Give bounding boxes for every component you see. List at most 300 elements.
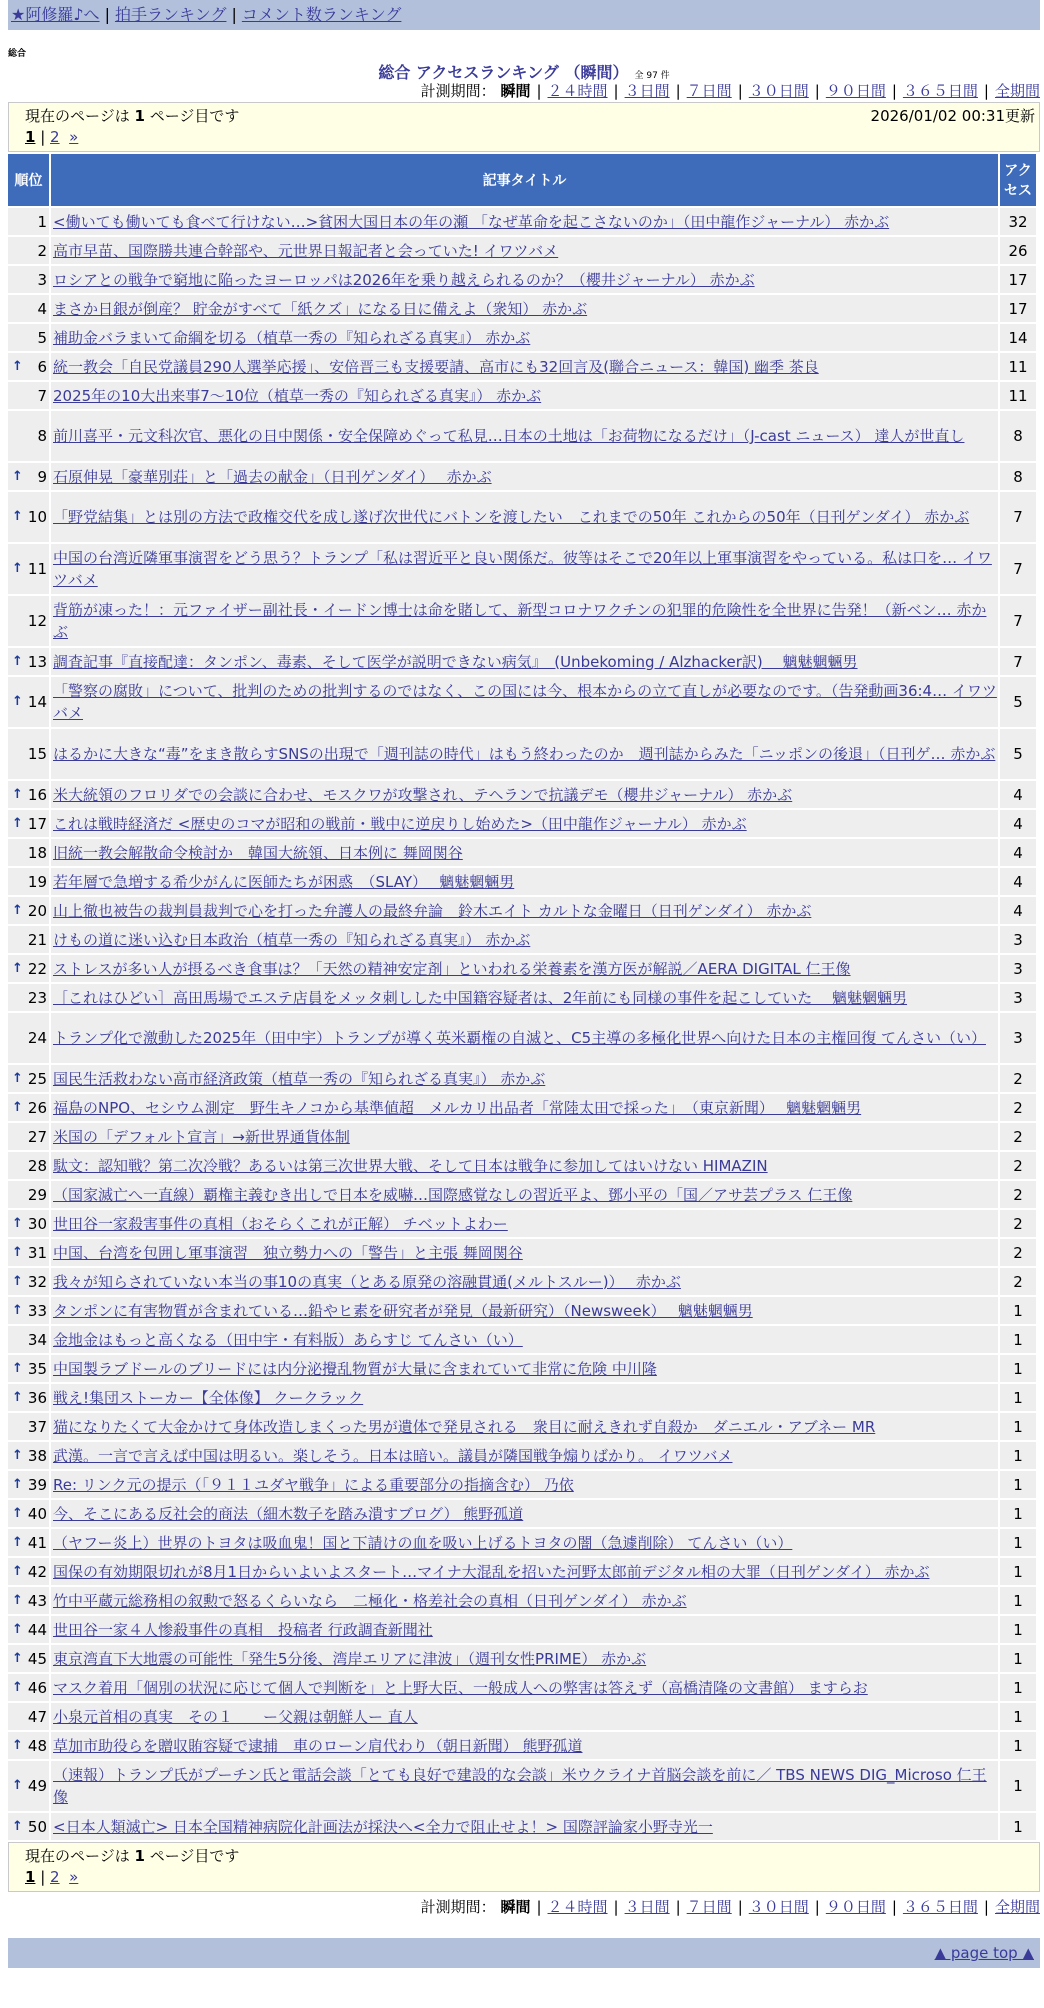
rank-cell [8, 237, 49, 264]
title-cell [51, 1616, 998, 1643]
access-count: 2 [1000, 1239, 1036, 1266]
article-title-link[interactable]: 中国製ラブドールのブリードには内分泌攪乱物質が大量に含まれていて非常に危険 中川隆 [53, 1359, 657, 1378]
rank-cell [8, 1297, 49, 1324]
arrow-up-icon: ↑ [12, 1737, 23, 1753]
nav-separator: | [231, 5, 237, 24]
period-link-all[interactable]: 全期間 [994, 82, 1040, 100]
rank-number: 32 [27, 1272, 47, 1291]
table-row [8, 1326, 1036, 1353]
rank-number: 10 [27, 508, 47, 526]
period-link-3d[interactable]: ３日間 [624, 1898, 670, 1916]
table-row [8, 382, 1036, 409]
title-cell [51, 1587, 998, 1614]
rank-number: 15 [27, 745, 47, 763]
article-title-link[interactable]: 金地金はもっと高くなる（田中宇・有料版）あらすじ てんさい（い） [53, 1330, 523, 1349]
updated-timestamp: 2026/01/02 00:31更新 [870, 107, 1035, 125]
article-title-link[interactable]: 石原伸晃「豪華別荘」と「過去の献金」（日刊ゲンダイ） 赤かぶ [53, 467, 492, 486]
rank-number: 22 [27, 959, 47, 978]
access-count: 1 [1000, 1558, 1036, 1585]
access-count: 1 [1000, 1500, 1036, 1527]
table-header-row [8, 154, 1036, 206]
article-title-link[interactable]: 米国の「デフォルト宣言」→新世界通貨体制 [53, 1127, 350, 1146]
title-cell [51, 1297, 998, 1324]
table-row [8, 1761, 1036, 1811]
table-row [8, 1239, 1036, 1266]
period-link-24h[interactable]: ２４時間 [547, 1898, 608, 1916]
table-row [8, 1616, 1036, 1643]
article-title-link[interactable]: Re: リンク元の提示（「９１１ユダヤ戦争」による重要部分の指摘含む） 乃依 [53, 1475, 574, 1494]
period-selector-top: 計測期間： 瞬間 | ２４時間 | ３日間 | ７日間 | ３０日間 | ９０日間 | ３６５日間 | 全期間 [420, 82, 1040, 100]
table-row [8, 295, 1036, 322]
title-cell [51, 1268, 998, 1295]
article-title-link[interactable]: 国保の有効期限切れが8月1日からいよいよスタート…マイナ大混乱を招いた河野太郎前デジタル相の大罪（日刊ゲンダイ） 赤かぶ [53, 1562, 930, 1581]
title-cell [51, 1761, 998, 1811]
title-cell [51, 926, 998, 953]
title-cell [51, 897, 998, 924]
rank-number: 31 [27, 1243, 47, 1262]
page-current: 1 [25, 1868, 36, 1886]
table-row [8, 1587, 1036, 1614]
access-count: 4 [1000, 897, 1036, 924]
access-count: 7 [1000, 648, 1036, 675]
nav-separator: | [104, 5, 110, 24]
rank-cell [8, 810, 49, 837]
rank-number: 39 [27, 1475, 47, 1494]
page-links: 1 | 2 » [25, 1868, 79, 1886]
access-count: 1 [1000, 1413, 1036, 1440]
rank-number: 19 [27, 872, 47, 891]
period-link-30d[interactable]: ３０日間 [748, 82, 809, 100]
article-title-link[interactable]: 高市早苗、国際勝共連合幹部や、元世界日報記者と会っていた! イワツバメ [53, 241, 559, 260]
rank-number: 7 [37, 386, 47, 405]
table-row [8, 1471, 1036, 1498]
rank-cell [8, 1813, 49, 1840]
access-count: 1 [1000, 1442, 1036, 1469]
rank-number: 23 [27, 988, 47, 1007]
rank-number: 9 [37, 467, 47, 486]
table-row [8, 237, 1036, 264]
article-title-link[interactable]: ロシアとの戦争で窮地に陥ったヨーロッパは2026年を乗り越えられるのか？（櫻井ジャーナル） 赤かぶ [53, 270, 755, 289]
table-row [8, 926, 1036, 953]
article-title-link[interactable]: 東京湾直下大地震の可能性「発生5分後、湾岸エリアに津波」（週刊女性PRIME） 赤かぶ [53, 1649, 647, 1668]
rank-number: 49 [27, 1777, 47, 1795]
access-count: 1 [1000, 1645, 1036, 1672]
access-count: 2 [1000, 1210, 1036, 1237]
rank-number: 43 [27, 1591, 47, 1610]
rank-cell [8, 1471, 49, 1498]
access-count: 1 [1000, 1732, 1036, 1759]
table-row [8, 1674, 1036, 1701]
article-title-link[interactable]: タンポンに有害物質が含まれている…鉛やヒ素を研究者が発見（最新研究）（Newsweek） 魑魅魍魎男 [53, 1301, 753, 1320]
rank-number: 46 [27, 1678, 47, 1697]
article-title-link[interactable]: 戦え!集団ストーカー【全体像】 クークラック [53, 1388, 364, 1407]
rank-number: 36 [27, 1388, 47, 1407]
title-cell [51, 1558, 998, 1585]
table-row [8, 648, 1036, 675]
nav-link-comment-ranking[interactable]: コメント数ランキング [241, 5, 402, 24]
title-cell [51, 492, 998, 542]
period-label: 計測期間： [420, 1898, 496, 1916]
rank-number: 12 [27, 612, 47, 630]
table-row [8, 1413, 1036, 1440]
article-title-link[interactable]: 我々が知らされていない本当の事10の真実（とある原発の溶融貫通(メルトスルー)） 赤かぶ [53, 1272, 681, 1291]
period-link-365d[interactable]: ３６５日間 [902, 1898, 978, 1916]
access-count: 11 [1000, 382, 1036, 409]
title-cell [51, 1529, 998, 1556]
article-title-link[interactable]: 猫になりたくて大金かけて身体改造しまくった男が遺体で発見される 衆目に耐えきれず自殺か ダニエル・アブネー MR [53, 1417, 876, 1436]
title-cell [51, 1123, 998, 1150]
access-count: 11 [1000, 353, 1036, 380]
nav-link-clap-ranking[interactable]: 拍手ランキング [114, 5, 227, 24]
article-title-link[interactable]: 中国の台湾近隣軍事演習をどう思う？トランプ「私は習近平と良い関係だ。彼等はそこで20年以上軍事演習をやっている。私は口を… イワツバメ [53, 549, 992, 589]
title-cell [51, 1471, 998, 1498]
access-count: 7 [1000, 544, 1036, 594]
rank-number: 28 [27, 1156, 47, 1175]
rank-cell [8, 1210, 49, 1237]
period-link-all[interactable]: 全期間 [994, 1898, 1040, 1916]
article-title-link[interactable]: 補助金バラまいて命綱を切る（植草一秀の『知られざる真実』） 赤かぶ [53, 328, 531, 347]
table-row [8, 868, 1036, 895]
ranking-table [6, 152, 1038, 1842]
access-count: 1 [1000, 1529, 1036, 1556]
article-title-link[interactable]: 山上徹也被告の裁判員裁判で心を打った弁護人の最終弁論 鈴木エイト カルトな金曜日（日刊ゲンダイ） 赤かぶ [53, 901, 812, 920]
current-page-text: 現在のページは 1 ページ目です [25, 1847, 240, 1865]
article-title-link[interactable]: まさか日銀が倒産？ 貯金がすべて「紙クズ」になる日に備えよ（衆知） 赤かぶ [53, 299, 588, 318]
period-link-90d[interactable]: ９０日間 [825, 82, 886, 100]
period-link-365d[interactable]: ３６５日間 [902, 82, 978, 100]
title-cell [51, 463, 998, 490]
page-link-2[interactable]: 2 [50, 1868, 60, 1886]
article-title-link[interactable]: はるかに大きな“毒”をまき散らすSNSの出現で「週刊誌の時代」はもう終わったのか 週刊誌からみた「ニッポンの後退」（日刊ゲ… 赤かぶ [53, 745, 996, 763]
title-cell [51, 1732, 998, 1759]
page-current: 1 [25, 128, 36, 146]
title-cell [51, 1674, 998, 1701]
table-row [8, 1065, 1036, 1092]
access-count: 8 [1000, 463, 1036, 490]
page-next-link[interactable]: » [69, 1868, 79, 1886]
arrow-up-icon: ↑ [12, 509, 23, 524]
arrow-up-icon: ↑ [12, 1621, 23, 1637]
period-link-24h[interactable]: ２４時間 [547, 82, 608, 100]
header-rank: 順位 [8, 154, 49, 206]
article-title-link[interactable]: ［これはひどい］高田馬場でエステ店員をメッタ刺しした中国籍容疑者は、2年前にも同様の事件を起こしていた 魑魅魍魎男 [53, 988, 908, 1007]
article-title-link[interactable]: 国民生活救わない高市経済政策（植草一秀の『知られざる真実』） 赤かぶ [53, 1069, 546, 1088]
access-count: 1 [1000, 1813, 1036, 1840]
rank-number: 13 [27, 652, 47, 671]
article-title-link[interactable]: トランプ化で激動した2025年（田中宇）トランプが導く英米覇権の自滅と、C5主導の多極化世界へ向けた日本の主権回復 てんさい（い） [53, 1029, 986, 1047]
table-row [8, 1645, 1036, 1672]
arrow-up-icon: ↑ [12, 1273, 23, 1289]
rank-cell [8, 324, 49, 351]
period-link-30d[interactable]: ３０日間 [748, 1898, 809, 1916]
table-row [8, 984, 1036, 1011]
rank-cell [8, 492, 49, 542]
table-row [8, 1703, 1036, 1730]
access-count: 2 [1000, 1181, 1036, 1208]
rank-cell [8, 208, 49, 235]
article-title-link[interactable]: 背筋が凍った！：元ファイザー副社長・イードン博士は命を賭して、新型コロナワクチンの犯罪的危険性を全世界に告発！（新ベン… 赤かぶ [53, 601, 987, 641]
article-title-link[interactable]: （速報）トランプ氏がプーチン氏と電話会談「とても良好で建設的な会談」米ウクライナ首脳会談を前に／ TBS NEWS DIG_Microso 仁王像 [53, 1766, 987, 1806]
title-cell [51, 266, 998, 293]
article-title-link[interactable]: 竹中平蔵元総務相の叙勲で怒るくらいなら 二極化・格差社会の真相（日刊ゲンダイ） 赤かぶ [53, 1591, 687, 1610]
article-title-link[interactable]: 小泉元首相の真実 その１ ー父親は朝鮮人ー 直人 [53, 1707, 418, 1726]
category-tag: 総合 [8, 49, 27, 59]
arrow-up-icon: ↑ [12, 1476, 23, 1492]
table-row [8, 1152, 1036, 1179]
table-row [8, 1268, 1036, 1295]
title-cell [51, 1013, 998, 1063]
article-title-link[interactable]: （ヤフー炎上）世界のトヨタは吸血鬼！国と下請けの血を吸い上げるトヨタの闇（急遽削除） てんさい（い） [53, 1533, 793, 1552]
rank-number: 5 [37, 328, 47, 347]
rank-number: 11 [27, 560, 47, 578]
access-count: 5 [1000, 677, 1036, 727]
period-selector-bottom: 計測期間： 瞬間 | ２４時間 | ３日間 | ７日間 | ３０日間 | ９０日間 | ３６５日間 | 全期間 [420, 1898, 1040, 1916]
rank-cell [8, 1529, 49, 1556]
rank-cell [8, 1013, 49, 1063]
access-count: 4 [1000, 839, 1036, 866]
title-cell [51, 868, 998, 895]
period-link-7d[interactable]: ７日間 [686, 1898, 732, 1916]
table-row [8, 1442, 1036, 1469]
rank-number: 41 [27, 1533, 47, 1552]
arrow-up-icon: ↑ [12, 1563, 23, 1579]
rank-cell [8, 1239, 49, 1266]
arrow-up-icon: ↑ [12, 358, 23, 374]
rank-number: 50 [27, 1817, 47, 1836]
title-cell [51, 353, 998, 380]
article-title-link[interactable]: 2025年の10大出来事7〜10位（植草一秀の『知られざる真実』） 赤かぶ [53, 386, 542, 405]
table-row [8, 677, 1036, 727]
article-title-link[interactable]: 駄文：認知戦？第二次冷戦？あるいは第三次世界大戦、そして日本は戦争に参加してはいけない HIMAZIN [53, 1156, 768, 1175]
article-title-link[interactable]: マスク着用「個別の状況に応じて個人で判断を」と上野大臣、一般成人への弊害は答えず（高橋清隆の文書館） ますらお [53, 1678, 868, 1697]
rank-number: 48 [27, 1736, 47, 1755]
arrow-up-icon: ↑ [12, 561, 23, 576]
rank-number: 44 [27, 1620, 47, 1639]
table-row [8, 324, 1036, 351]
pager-top [8, 102, 1040, 152]
table-row [8, 781, 1036, 808]
arrow-up-icon: ↑ [12, 1650, 23, 1666]
rank-number: 3 [37, 270, 47, 289]
rank-cell [8, 926, 49, 953]
title-cell [51, 596, 998, 646]
arrow-up-icon: ↑ [12, 1302, 23, 1318]
arrow-up-icon: ↑ [12, 468, 23, 484]
title-cell [51, 648, 998, 675]
rank-cell [8, 1558, 49, 1585]
rank-cell [8, 1268, 49, 1295]
rank-number: 38 [27, 1446, 47, 1465]
table-row [8, 1500, 1036, 1527]
access-count: 1 [1000, 1587, 1036, 1614]
table-row [8, 1732, 1036, 1759]
rank-number: 17 [27, 814, 47, 833]
rank-number: 1 [37, 212, 47, 231]
rank-number: 35 [27, 1359, 47, 1378]
access-count: 14 [1000, 324, 1036, 351]
access-count: 1 [1000, 1761, 1036, 1811]
title-cell [51, 1065, 998, 1092]
article-title-link[interactable]: 福島のNPO、セシウム測定 野生キノコから基準値超 メルカリ出品者「常陸太田で採った」 （東京新聞） 魑魅魍魎男 [53, 1098, 862, 1117]
table-row [8, 1210, 1036, 1237]
title-cell [51, 1500, 998, 1527]
rank-number: 20 [27, 901, 47, 920]
access-count: 7 [1000, 492, 1036, 542]
rank-cell [8, 353, 49, 380]
article-title-link[interactable]: ストレスが多い人が摂るべき食事は？「天然の精神安定剤」といわれる栄養素を漢方医が解説／AERA DIGITAL 仁王像 [53, 959, 851, 978]
access-count: 1 [1000, 1471, 1036, 1498]
table-row [8, 492, 1036, 542]
table-row [8, 955, 1036, 982]
article-title-link[interactable]: けもの道に迷い込む日本政治（植草一秀の『知られざる真実』） 赤かぶ [53, 930, 531, 949]
rank-cell [8, 677, 49, 727]
article-title-link[interactable]: 「警察の腐敗」について、批判のための批判するのではなく、この国には今、根本からの立て直しが必要なのです。（告発動画36:4… イワツバメ [53, 682, 997, 722]
page-link-2[interactable]: 2 [50, 128, 60, 146]
title-cell [51, 1645, 998, 1672]
arrow-up-icon: ↑ [12, 902, 23, 918]
rank-number: 42 [27, 1562, 47, 1581]
article-title-link[interactable]: 調査記事『直接配達：タンポン、毒素、そして医学が説明できない病気』 (Unbekoming / Alzhacker訳) 魑魅魍魎男 [53, 652, 858, 671]
arrow-up-icon: ↑ [12, 1099, 23, 1115]
rank-cell [8, 984, 49, 1011]
rank-cell [8, 1703, 49, 1730]
access-count: 2 [1000, 1152, 1036, 1179]
access-count: 17 [1000, 266, 1036, 293]
rank-number: 21 [27, 930, 47, 949]
rank-cell [8, 596, 49, 646]
table-row [8, 1181, 1036, 1208]
bottom-bar [8, 1938, 1040, 1968]
period-label: 計測期間： [420, 82, 496, 100]
title-cell [51, 955, 998, 982]
rank-number: 18 [27, 843, 47, 862]
article-title-link[interactable]: これは戦時経済だ <歴史のコマが昭和の戦前・戦中に逆戻りし始めた>（田中龍作ジャーナル） 赤かぶ [53, 814, 747, 833]
page-title: 総合 アクセスランキング （瞬間） [378, 63, 629, 82]
rank-cell [8, 955, 49, 982]
period-link-7d[interactable]: ７日間 [686, 82, 732, 100]
access-count: 1 [1000, 1355, 1036, 1382]
page-top-link[interactable]: ▲ page top ▲ [934, 1944, 1034, 1962]
rank-cell [8, 1587, 49, 1614]
access-count: 1 [1000, 1384, 1036, 1411]
article-title-link[interactable]: 「野党結集」とは別の方法で政権交代を成し遂げ次世代にバトンを渡したい これまでの50年 これからの50年（日刊ゲンダイ） 赤かぶ [53, 508, 970, 526]
rank-number: 8 [37, 427, 47, 445]
arrow-up-icon: ↑ [12, 1818, 23, 1834]
access-count: 26 [1000, 237, 1036, 264]
table-row [8, 1813, 1036, 1840]
rank-number: 33 [27, 1301, 47, 1320]
arrow-up-icon: ↑ [12, 1447, 23, 1463]
page-links: 1 | 2 » [25, 128, 79, 146]
article-title-link[interactable]: <働いても働いても食べて行けない…>貧困大国日本の年の瀬 「なぜ革命を起こさないのか」（田中龍作ジャーナル） 赤かぶ [53, 212, 890, 231]
rank-cell [8, 1645, 49, 1672]
arrow-up-icon: ↑ [12, 694, 23, 709]
rank-cell [8, 1732, 49, 1759]
title-cell [51, 544, 998, 594]
rank-cell [8, 1442, 49, 1469]
rank-number: 30 [27, 1214, 47, 1233]
nav-link-asyura[interactable]: ★阿修羅♪へ [11, 5, 100, 24]
arrow-up-icon: ↑ [12, 786, 23, 802]
page-next-link[interactable]: » [69, 128, 79, 146]
rank-cell [8, 1761, 49, 1811]
rank-cell [8, 544, 49, 594]
period-link-90d[interactable]: ９０日間 [825, 1898, 886, 1916]
access-count: 4 [1000, 781, 1036, 808]
table-row [8, 353, 1036, 380]
rank-cell [8, 729, 49, 779]
article-title-link[interactable]: 統一教会「自民党議員290人選挙応援」、安倍晋三も支援要請、高市にも32回言及(聯合ニュース：韓国) 幽季 茶良 [53, 357, 819, 376]
header-title: 記事タイトル [51, 154, 998, 206]
rank-number: 6 [37, 357, 47, 376]
title-cell [51, 1355, 998, 1382]
article-title-link[interactable]: （国家滅亡へ一直線）覇権主義むき出しで日本を威嚇…国際感覚なしの習近平よ、鄧小平の「国／アサ芸プラス 仁王像 [53, 1185, 853, 1204]
top-nav-bar [8, 0, 1040, 30]
article-title-link[interactable]: 中国、台湾を包囲し軍事演習 独立勢力への「警告」と主張 舞岡関谷 [53, 1243, 523, 1262]
table-row [8, 1094, 1036, 1121]
table-row [8, 411, 1036, 461]
rank-cell [8, 781, 49, 808]
access-count: 1 [1000, 1674, 1036, 1701]
title-cell [51, 1094, 998, 1121]
rank-cell [8, 1152, 49, 1179]
access-count: 4 [1000, 810, 1036, 837]
article-title-link[interactable]: 旧統一教会解散命令検討か 韓国大統領、日本例に 舞岡関谷 [53, 843, 463, 862]
article-title-link[interactable]: 前川喜平・元文科次官、悪化の日中関係・安全保障めぐって私見…日本の土地は「お荷物になるだけ」（J-cast ニュース） 達人が世直し [53, 427, 965, 445]
title-cell [51, 1442, 998, 1469]
title-cell [51, 411, 998, 461]
access-count: 2 [1000, 1094, 1036, 1121]
rank-cell [8, 1384, 49, 1411]
table-row [8, 1558, 1036, 1585]
rank-cell [8, 266, 49, 293]
article-title-link[interactable]: 武漢。一言で言えば中国は明るい。楽しそう。日本は暗い。議員が隣国戦争煽りばかり。 イワツバメ [53, 1446, 733, 1465]
article-title-link[interactable]: 若年層で急増する希少がんに医師たちが困惑 （SLAY） 魑魅魍魎男 [53, 872, 515, 891]
access-count: 5 [1000, 729, 1036, 779]
access-count: 3 [1000, 984, 1036, 1011]
rank-number: 47 [27, 1707, 47, 1726]
rank-cell [8, 1500, 49, 1527]
article-title-link[interactable]: 世田谷一家殺害事件の真相（おそらくこれが正解） チベットよわー [53, 1214, 508, 1233]
arrow-up-icon: ↑ [12, 1679, 23, 1695]
article-title-link[interactable]: <日本人類滅亡> 日本全国精神病院化計画法が採決へ<全力で阻止せよ！> 国際評論家小野寺光一 [53, 1817, 713, 1836]
table-row [8, 897, 1036, 924]
access-count: 7 [1000, 596, 1036, 646]
table-row [8, 208, 1036, 235]
article-title-link[interactable]: 米大統領のフロリダでの会談に合わせ、モスクワが攻撃され、テヘランで抗議デモ（櫻井ジャーナル） 赤かぶ [53, 785, 793, 804]
rank-number: 16 [27, 785, 47, 804]
rank-cell [8, 648, 49, 675]
table-row [8, 463, 1036, 490]
table-row [8, 1355, 1036, 1382]
arrow-up-icon: ↑ [12, 1070, 23, 1086]
period-link-3d[interactable]: ３日間 [624, 82, 670, 100]
rank-cell [8, 411, 49, 461]
article-title-link[interactable]: 草加市助役らを贈収賄容疑で逮捕 車のローン肩代わり（朝日新聞） 熊野孤道 [53, 1736, 583, 1755]
access-count: 2 [1000, 1065, 1036, 1092]
access-count: 17 [1000, 295, 1036, 322]
article-title-link[interactable]: 世田谷一家４人惨殺事件の真相 投稿者 行政調査新聞社 [53, 1620, 433, 1639]
article-title-link[interactable]: 今、そこにある反社会的商法（細木数子を踏み潰すブログ） 熊野孤道 [53, 1504, 524, 1523]
table-row [8, 1123, 1036, 1150]
rank-number: 4 [37, 299, 47, 318]
current-page-text: 現在のページは 1 ページ目です [25, 107, 240, 125]
rank-cell [8, 1181, 49, 1208]
arrow-up-icon: ↑ [12, 1389, 23, 1405]
rank-number: 2 [37, 241, 47, 260]
title-cell [51, 1384, 998, 1411]
access-count: 1 [1000, 1703, 1036, 1730]
